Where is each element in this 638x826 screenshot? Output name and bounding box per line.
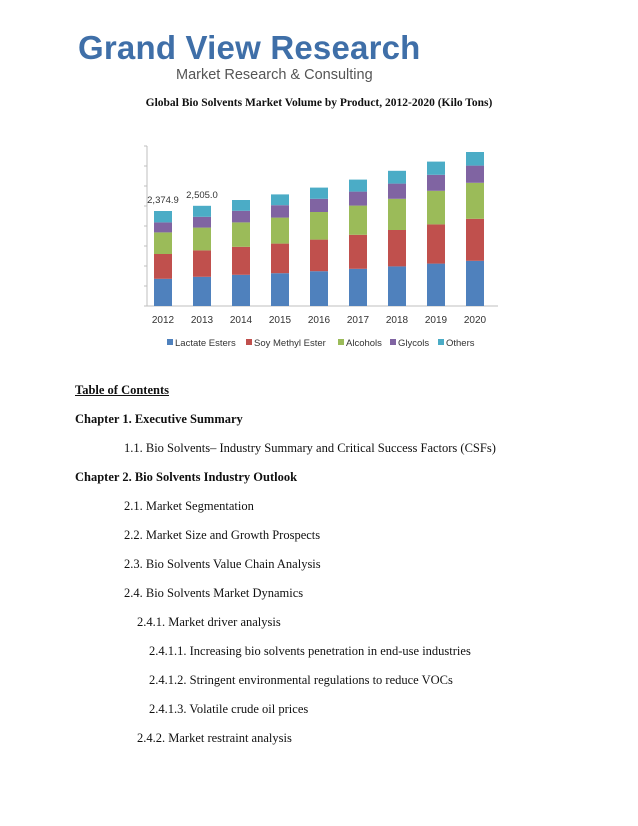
bar-segment (388, 171, 406, 184)
bar-segment (427, 224, 445, 263)
bar-segment (310, 271, 328, 306)
x-tick-label: 2016 (307, 315, 331, 326)
bar-segment (388, 199, 406, 230)
toc-subsubsection: 2.4.1.3. Volatile crude oil prices (149, 702, 309, 716)
stacked-bar-chart (120, 138, 500, 360)
bar-segment (466, 219, 484, 261)
bar-segment (349, 269, 367, 306)
bar-segment (271, 218, 289, 244)
toc-section: 2.4. Bio Solvents Market Dynamics (124, 586, 304, 600)
bar-segment (310, 212, 328, 240)
bar-segment (154, 232, 172, 254)
legend-swatch (338, 339, 344, 345)
bar-segment (466, 166, 484, 183)
bar-segment (310, 188, 328, 199)
bar-segment (193, 250, 211, 276)
logo-name: Grand View Research (78, 29, 421, 66)
legend-swatch (438, 339, 444, 345)
toc-heading: Table of Contents (75, 383, 169, 397)
bar-segment (427, 162, 445, 175)
legend-label: Alcohols (346, 338, 382, 349)
bar-segment (349, 192, 367, 206)
legend-swatch (390, 339, 396, 345)
bar-segment (388, 230, 406, 266)
bar-segment (388, 184, 406, 199)
toc-section: 2.2. Market Size and Growth Prospects (124, 528, 321, 542)
company-logo (78, 30, 421, 84)
legend-label: Others (446, 338, 475, 349)
x-tick-label: 2013 (190, 315, 214, 326)
toc-section: 1.1. Bio Solvents– Industry Summary and Critical Success Factors (CSFs) (124, 441, 496, 455)
toc-section: 2.3. Bio Solvents Value Chain Analysis (124, 557, 321, 571)
bar-segment (232, 222, 250, 246)
chart-title: Global Bio Solvents Market Volume by Product, 2012-2020 (Kilo Tons) (145, 97, 493, 109)
x-tick-label: 2018 (385, 315, 409, 326)
bar-segment (427, 191, 445, 225)
bar-segment (349, 180, 367, 192)
legend-label: Glycols (398, 338, 430, 349)
x-tick-label: 2012 (151, 315, 175, 326)
bar-segment (232, 211, 250, 223)
bar-segment (271, 205, 289, 217)
data-label: 2,374.9 (147, 195, 179, 206)
bar-segment (427, 175, 445, 191)
bar-segment (349, 235, 367, 269)
x-tick-label: 2020 (463, 315, 487, 326)
legend-swatch (167, 339, 173, 345)
toc-section: 2.1. Market Segmentation (124, 499, 254, 513)
toc-chapter: Chapter 2. Bio Solvents Industry Outlook (75, 470, 298, 484)
bar-segment (232, 275, 250, 306)
legend-label: Lactate Esters (175, 338, 236, 349)
bar-segment (154, 211, 172, 222)
bar-segment (193, 228, 211, 251)
bar-segment (466, 152, 484, 166)
bar-segment (271, 194, 289, 205)
bar-segment (466, 183, 484, 219)
bar-segment (310, 199, 328, 212)
bar-segment (271, 244, 289, 274)
bar-segment (310, 240, 328, 272)
bar-segment (154, 222, 172, 232)
bar-segment (427, 264, 445, 306)
toc-subsection: 2.4.1. Market driver analysis (137, 615, 281, 629)
bar-segment (154, 279, 172, 306)
bar-segment (466, 261, 484, 306)
bar-segment (154, 254, 172, 279)
bar-segment (388, 266, 406, 306)
toc-subsubsection: 2.4.1.1. Increasing bio solvents penetration in end-use industries (149, 644, 471, 658)
x-tick-label: 2017 (346, 315, 370, 326)
legend-label: Soy Methyl Ester (254, 338, 326, 349)
bar-segment (232, 200, 250, 211)
legend-swatch (246, 339, 252, 345)
toc-subsubsection: 2.4.1.2. Stringent environmental regulations to reduce VOCs (149, 673, 453, 687)
toc-chapter: Chapter 1. Executive Summary (75, 412, 243, 426)
toc-subsection: 2.4.2. Market restraint analysis (137, 731, 292, 745)
bar-segment (193, 217, 211, 228)
x-tick-label: 2019 (424, 315, 448, 326)
data-label: 2,505.0 (186, 189, 218, 201)
bar-segment (271, 273, 289, 306)
bar-segment (193, 206, 211, 217)
logo-tagline: Market Research & Consulting (176, 67, 373, 83)
x-tick-label: 2014 (229, 315, 253, 326)
bar-segment (193, 277, 211, 306)
x-tick-label: 2015 (268, 315, 292, 326)
bar-segment (349, 206, 367, 235)
bar-segment (232, 247, 250, 275)
